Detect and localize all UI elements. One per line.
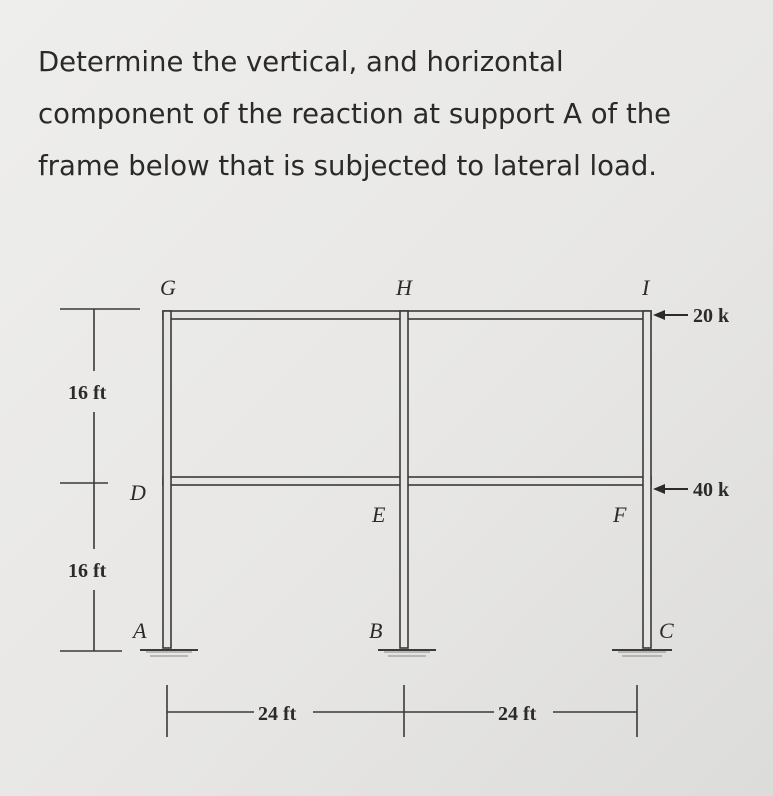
dim-label-left-bay: 24 ft (258, 703, 297, 725)
joint-label-a: A (133, 618, 147, 643)
dim-label-lower-story: 16 ft (68, 560, 107, 582)
problem-line-3: frame below that is subjected to lateral load. (38, 150, 658, 182)
column-middle (400, 311, 408, 648)
supports (140, 650, 672, 656)
load-arrowhead-top (653, 310, 665, 320)
joint-label-e: E (372, 502, 386, 527)
joint-label-d: D (130, 480, 146, 505)
horizontal-dimensions (167, 685, 637, 737)
dim-label-right-bay: 24 ft (498, 703, 537, 725)
loads (653, 305, 730, 501)
dim-label-upper-story: 16 ft (68, 382, 107, 404)
load-label-top: 20 k (693, 305, 730, 327)
column-right (643, 311, 651, 648)
column-left (163, 311, 171, 648)
vertical-dimensions (60, 309, 140, 651)
load-arrowhead-middle (653, 484, 665, 494)
frame-members (163, 311, 651, 648)
problem-line-1: Determine the vertical, and horizontal (38, 46, 564, 78)
joint-label-f: F (613, 502, 627, 527)
joint-label-g: G (160, 275, 176, 300)
joint-label-h: H (396, 275, 412, 300)
joint-label-b: B (369, 618, 383, 643)
problem-line-2: component of the reaction at support A of the (38, 98, 672, 130)
joint-label-i: I (642, 275, 650, 300)
load-label-middle: 40 k (693, 479, 730, 501)
joint-label-c: C (659, 618, 674, 643)
